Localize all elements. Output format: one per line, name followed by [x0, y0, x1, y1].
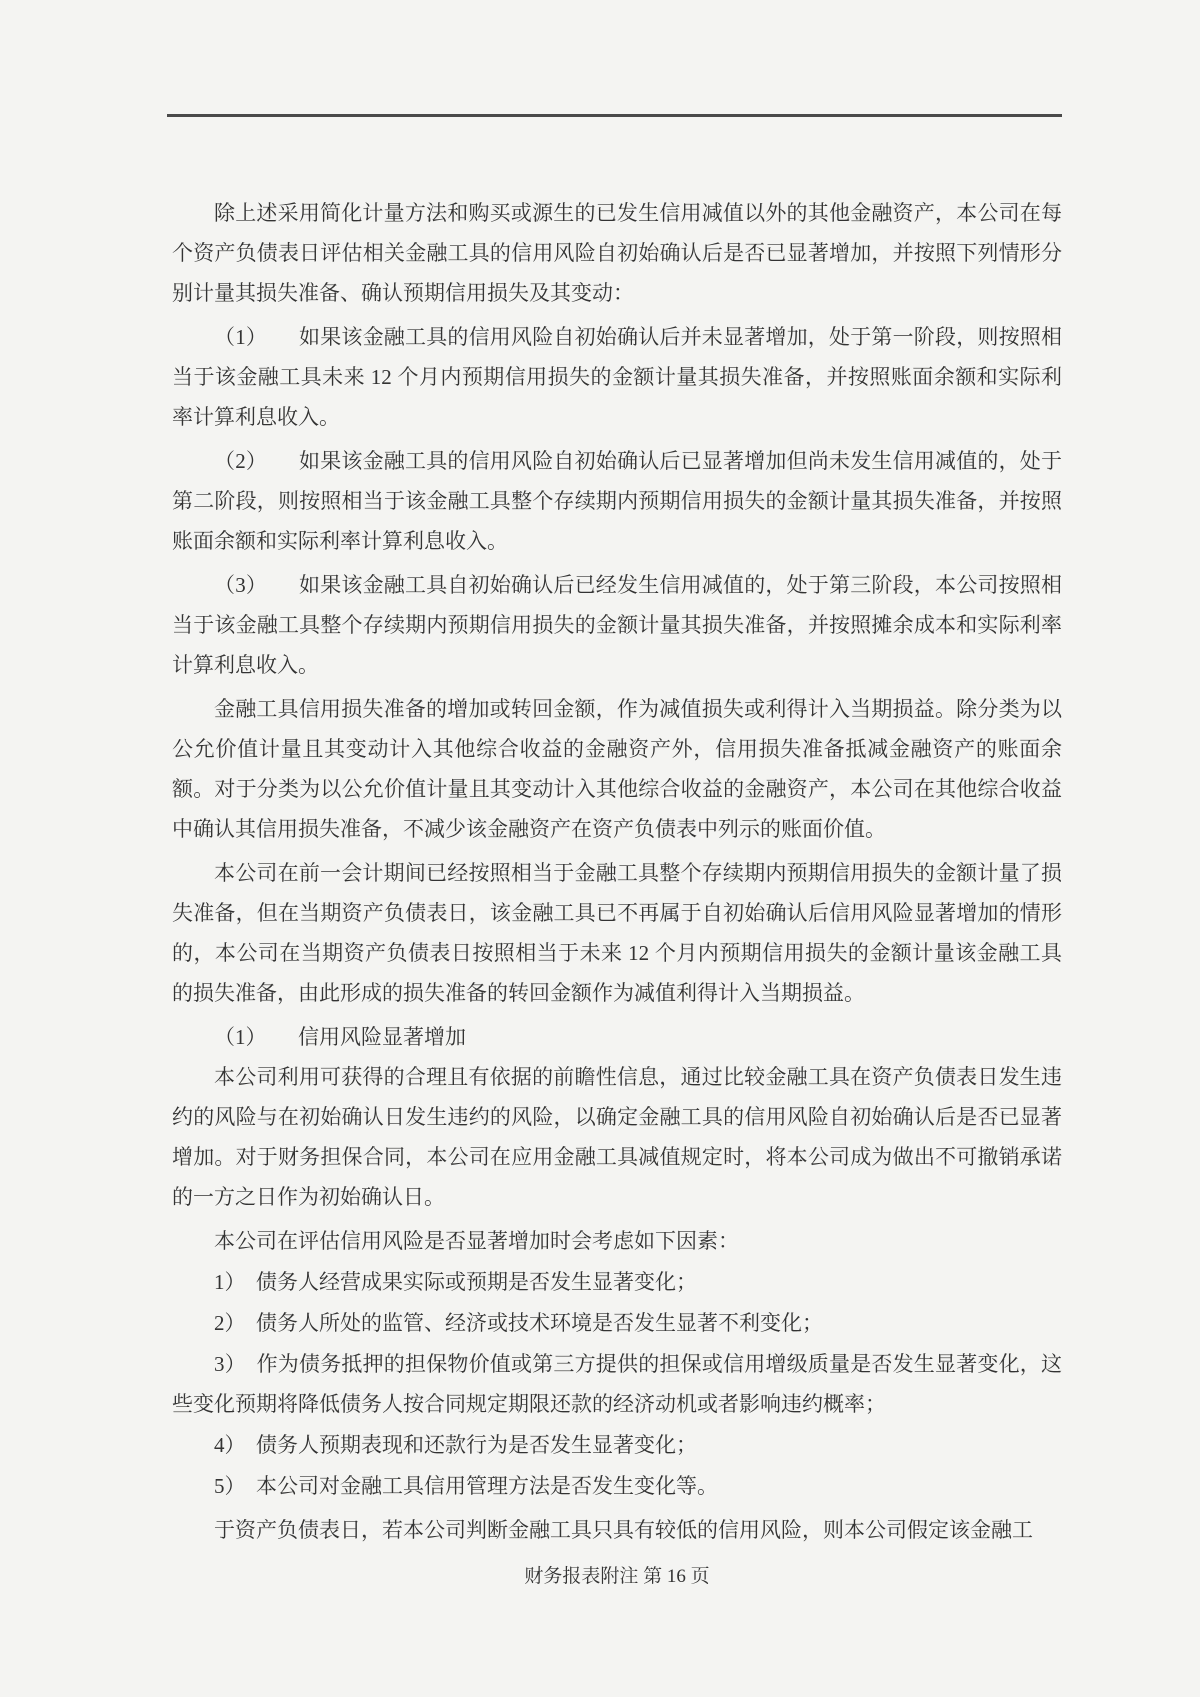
- factor-list-item-4: 4） 债务人预期表现和还款行为是否发生显著变化；: [214, 1433, 697, 1457]
- clause-2-paragraph: （2） 如果该金融工具的信用风险自初始确认后已显著增加但尚未发生信用减值的，处于第二阶段，则按照相当于该金融工具整个存续期内预期信用损失的金额计量其损失准备，并按照账面余额和实际利率计算利息收入。: [172, 449, 1062, 553]
- page-footer-text: 财务报表附注 第 16 页: [524, 1566, 710, 1587]
- paragraph: 于资产负债表日，若本公司判断金融工具只具有较低的信用风险，则本公司假定该金融工: [214, 1518, 1033, 1542]
- factor-list-item-1: 1） 债务人经营成果实际或预期是否发生显著变化；: [214, 1270, 697, 1294]
- factor-list-item-3: 3） 作为债务抵押的担保物价值或第三方提供的担保或信用增级质量是否发生显著变化，这些变化预期将降低债务人按合同规定期限还款的经济动机或者影响违约概率；: [172, 1352, 1062, 1416]
- factor-list-item-2: 2） 债务人所处的监管、经济或技术环境是否发生显著不利变化；: [214, 1311, 823, 1335]
- clause-3-paragraph: （3） 如果该金融工具自初始确认后已经发生信用减值的，处于第三阶段，本公司按照相当于该金融工具整个存续期内预期信用损失的金额计量其损失准备，并按照摊余成本和实际利率计算利息收入。: [172, 573, 1062, 677]
- header-rule: [167, 114, 1062, 117]
- clause-1-paragraph: （1） 如果该金融工具的信用风险自初始确认后并未显著增加，处于第一阶段，则按照相当于该金融工具未来 12 个月内预期信用损失的金额计量其损失准备，并按照账面余额和实际利率计算利息收入。: [172, 325, 1062, 429]
- section-heading: （1） 信用风险显著增加: [214, 1025, 466, 1049]
- paragraph: 本公司在前一会计期间已经按照相当于金融工具整个存续期内预期信用损失的金额计量了损失准备，但在当期资产负债表日，该金融工具已不再属于自初始确认后信用风险显著增加的情形的，本公司在当期资产负债表日按照相当于未来 12 个月内预期信用损失的金额计量该金融工具的损失准备，由此形成的损失准备的转回金额作为减值利得计入当期损益。: [172, 861, 1062, 1005]
- page-footer: [172, 1562, 1062, 1592]
- paragraph: 除上述采用简化计量方法和购买或源生的已发生信用减值以外的其他金融资产，本公司在每个资产负债表日评估相关金融工具的信用风险自初始确认后是否已显著增加，并按照下列情形分别计量其损失准备、确认预期信用损失及其变动：: [172, 201, 1062, 305]
- paragraph: 本公司利用可获得的合理且有依据的前瞻性信息，通过比较金融工具在资产负债表日发生违约的风险与在初始确认日发生违约的风险，以确定金融工具的信用风险自初始确认后是否已显著增加。对于财务担保合同，本公司在应用金融工具减值规定时，将本公司成为做出不可撤销承诺的一方之日作为初始确认日。: [172, 1065, 1062, 1209]
- paragraph: 本公司在评估信用风险是否显著增加时会考虑如下因素：: [214, 1229, 739, 1253]
- factor-list-item-5: 5） 本公司对金融工具信用管理方法是否发生变化等。: [214, 1474, 718, 1498]
- document-body: [172, 193, 1062, 1550]
- paragraph: 金融工具信用损失准备的增加或转回金额，作为减值损失或利得计入当期损益。除分类为以公允价值计量且其变动计入其他综合收益的金融资产外，信用损失准备抵减金融资产的账面余额。对于分类为以公允价值计量且其变动计入其他综合收益的金融资产，本公司在其他综合收益中确认其信用损失准备，不减少该金融资产在资产负债表中列示的账面价值。: [172, 697, 1062, 841]
